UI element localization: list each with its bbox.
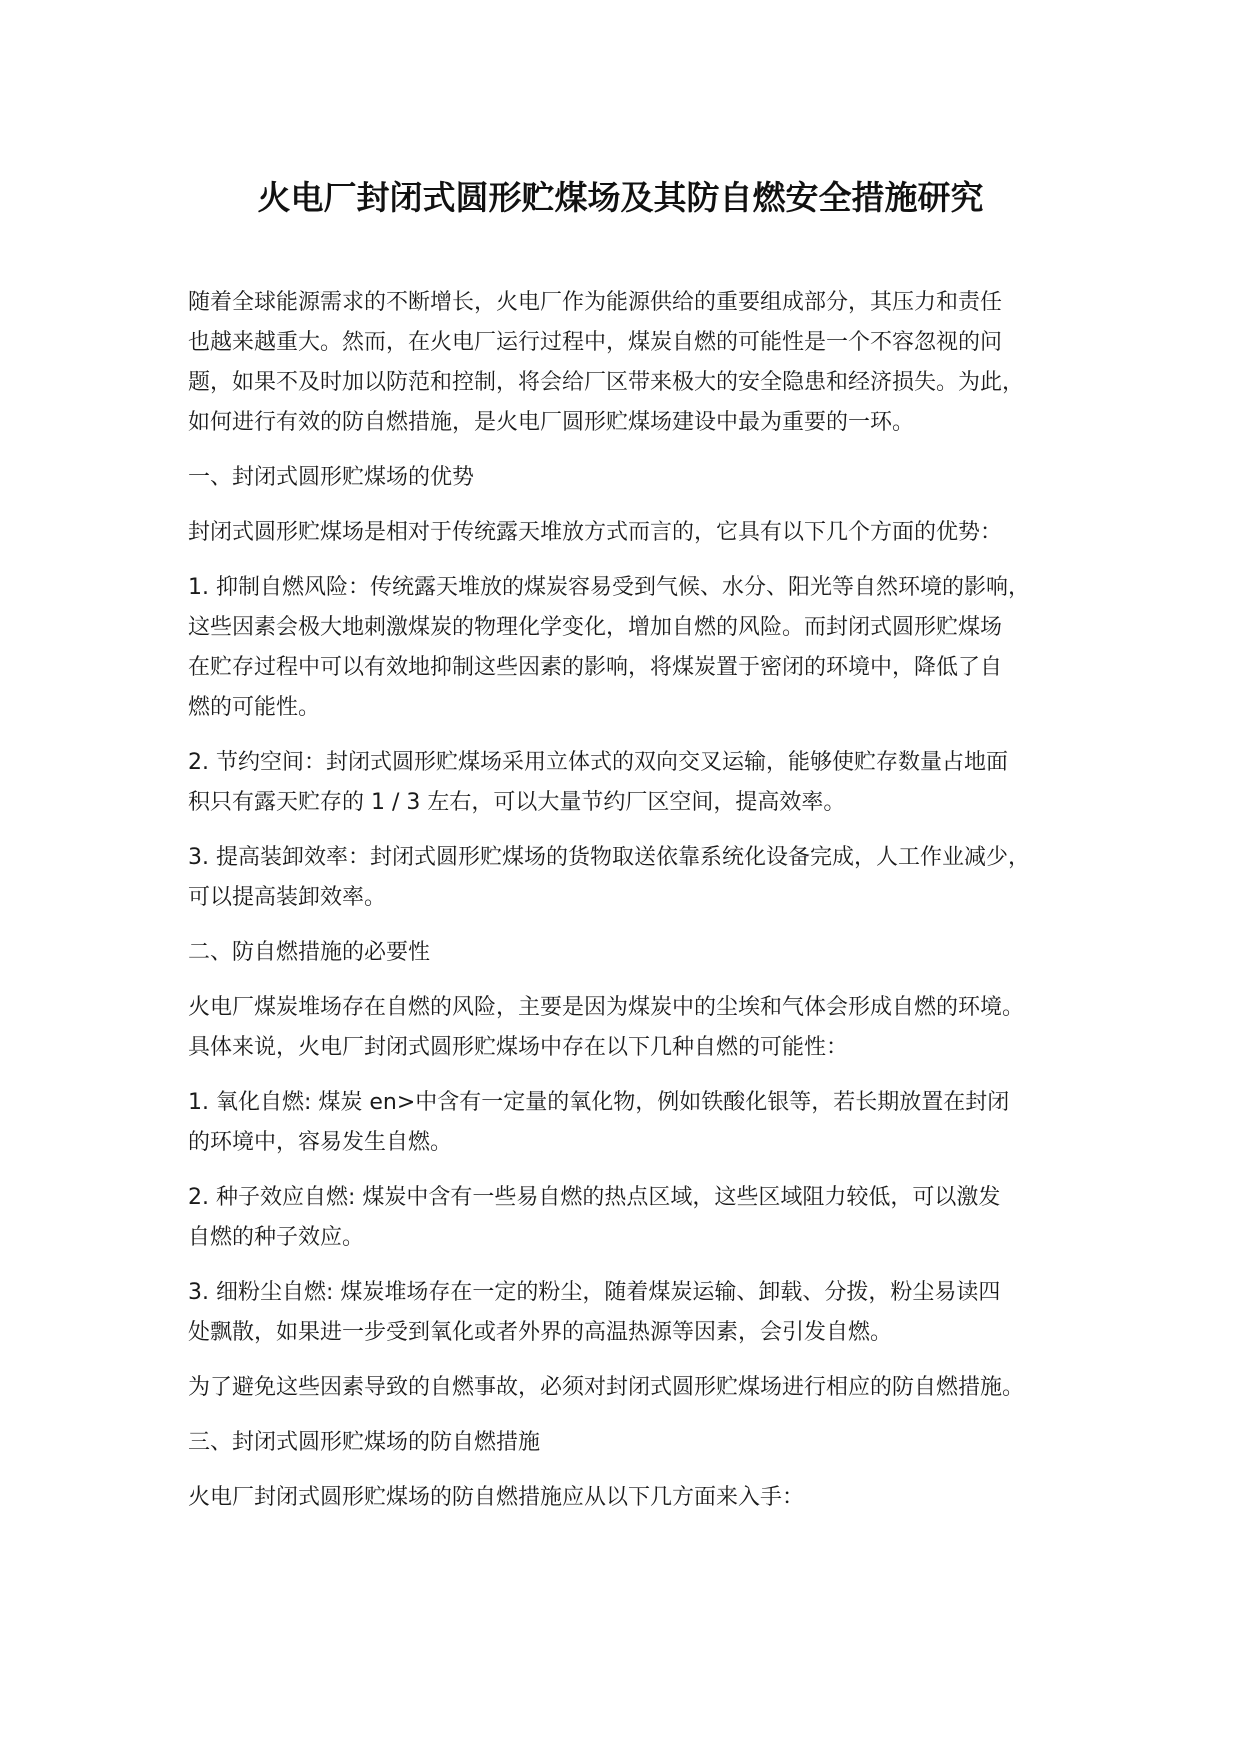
- text-line: 2. 节约空间：封闭式圆形贮煤场采用立体式的双向交叉运输，能够使贮存数量占地面: [188, 750, 1008, 775]
- text-line: 在贮存过程中可以有效地抑制这些因素的影响，将煤炭置于密闭的环境中，降低了自: [188, 655, 1003, 680]
- text-line: 一、封闭式圆形贮煤场的优势: [188, 465, 475, 490]
- text-line: 3. 提高装卸效率：封闭式圆形贮煤场的货物取送依靠系统化设备完成，人工作业减少，: [188, 845, 1030, 870]
- text-line: 3. 细粉尘自燃: 煤炭堆场存在一定的粉尘，随着煤炭运输、卸载、分拨，粉尘易读四: [188, 1280, 1001, 1305]
- document-body: [188, 283, 1078, 1518]
- text-line: 具体来说，火电厂封闭式圆形贮煤场中存在以下几种自燃的可能性：: [188, 1035, 849, 1060]
- paragraph: [188, 743, 1078, 823]
- text-line: 这些因素会极大地刺激煤炭的物理化学变化，增加自燃的风险。而封闭式圆形贮煤场: [188, 615, 1003, 640]
- paragraph: [188, 1178, 1078, 1258]
- paragraph-spacer: [188, 1068, 1078, 1083]
- paragraph: [188, 933, 1078, 973]
- paragraph: [188, 988, 1078, 1068]
- paragraph: [188, 1478, 1078, 1518]
- paragraph: [188, 283, 1078, 443]
- text-line: 如何进行有效的防自燃措施，是火电厂圆形贮煤场建设中最为重要的一环。: [188, 410, 915, 435]
- text-line: 火电厂煤炭堆场存在自燃的风险，主要是因为煤炭中的尘埃和气体会形成自燃的环境。: [188, 995, 1025, 1020]
- paragraph: [188, 1273, 1078, 1353]
- text-line: 1. 氧化自燃: 煤炭 en>中含有一定量的氧化物，例如铁酸化银等，若长期放置在封闭: [188, 1090, 1010, 1115]
- text-line: 也越来越重大。然而，在火电厂运行过程中，煤炭自燃的可能性是一个不容忽视的问: [188, 330, 1003, 355]
- text-line: 为了避免这些因素导致的自燃事故，必须对封闭式圆形贮煤场进行相应的防自燃措施。: [188, 1375, 1025, 1400]
- text-line: 处飘散，如果进一步受到氧化或者外界的高温热源等因素，会引发自燃。: [188, 1320, 893, 1345]
- text-line: 2. 种子效应自燃: 煤炭中含有一些易自燃的热点区域，这些区域阻力较低，可以激发: [188, 1185, 1001, 1210]
- paragraph-spacer: [188, 553, 1078, 568]
- paragraph-spacer: [188, 1408, 1078, 1423]
- text-line: 自燃的种子效应。: [188, 1225, 365, 1250]
- text-line: 封闭式圆形贮煤场是相对于传统露天堆放方式而言的，它具有以下几个方面的优势：: [188, 520, 1003, 545]
- text-line: 燃的可能性。: [188, 695, 321, 720]
- text-line: 二、防自燃措施的必要性: [188, 940, 431, 965]
- text-line: 可以提高装卸效率。: [188, 885, 387, 910]
- paragraph-spacer: [188, 728, 1078, 743]
- paragraph-spacer: [188, 498, 1078, 513]
- paragraph-spacer: [188, 918, 1078, 933]
- paragraph-spacer: [188, 1258, 1078, 1273]
- text-line: 的环境中，容易发生自燃。: [188, 1130, 453, 1155]
- paragraph: [188, 838, 1078, 918]
- paragraph-spacer: [188, 1353, 1078, 1368]
- text-line: 积只有露天贮存的 1 / 3 左右，可以大量节约厂区空间，提高效率。: [188, 790, 846, 815]
- paragraph: [188, 1368, 1078, 1408]
- text-line: 火电厂封闭式圆形贮煤场的防自燃措施应从以下几方面来入手：: [188, 1485, 805, 1510]
- paragraph-spacer: [188, 1163, 1078, 1178]
- paragraph: [188, 513, 1078, 553]
- text-line: 1. 抑制自燃风险：传统露天堆放的煤炭容易受到气候、水分、阳光等自然环境的影响，: [188, 575, 1030, 600]
- paragraph: [188, 1423, 1078, 1463]
- paragraph: [188, 458, 1078, 498]
- paragraph-spacer: [188, 443, 1078, 458]
- paragraph-spacer: [188, 823, 1078, 838]
- text-line: 三、封闭式圆形贮煤场的防自燃措施: [188, 1430, 541, 1455]
- paragraph-spacer: [188, 973, 1078, 988]
- text-line: 题，如果不及时加以防范和控制，将会给厂区带来极大的安全隐患和经济损失。为此，: [188, 370, 1025, 395]
- paragraph: [188, 568, 1078, 728]
- document-title: 火电厂封闭式圆形贮煤场及其防自燃安全措施研究: [257, 178, 984, 217]
- paragraph-spacer: [188, 1463, 1078, 1478]
- text-line: 随着全球能源需求的不断增长，火电厂作为能源供给的重要组成部分，其压力和责任: [188, 290, 1003, 315]
- paragraph: [188, 1083, 1078, 1163]
